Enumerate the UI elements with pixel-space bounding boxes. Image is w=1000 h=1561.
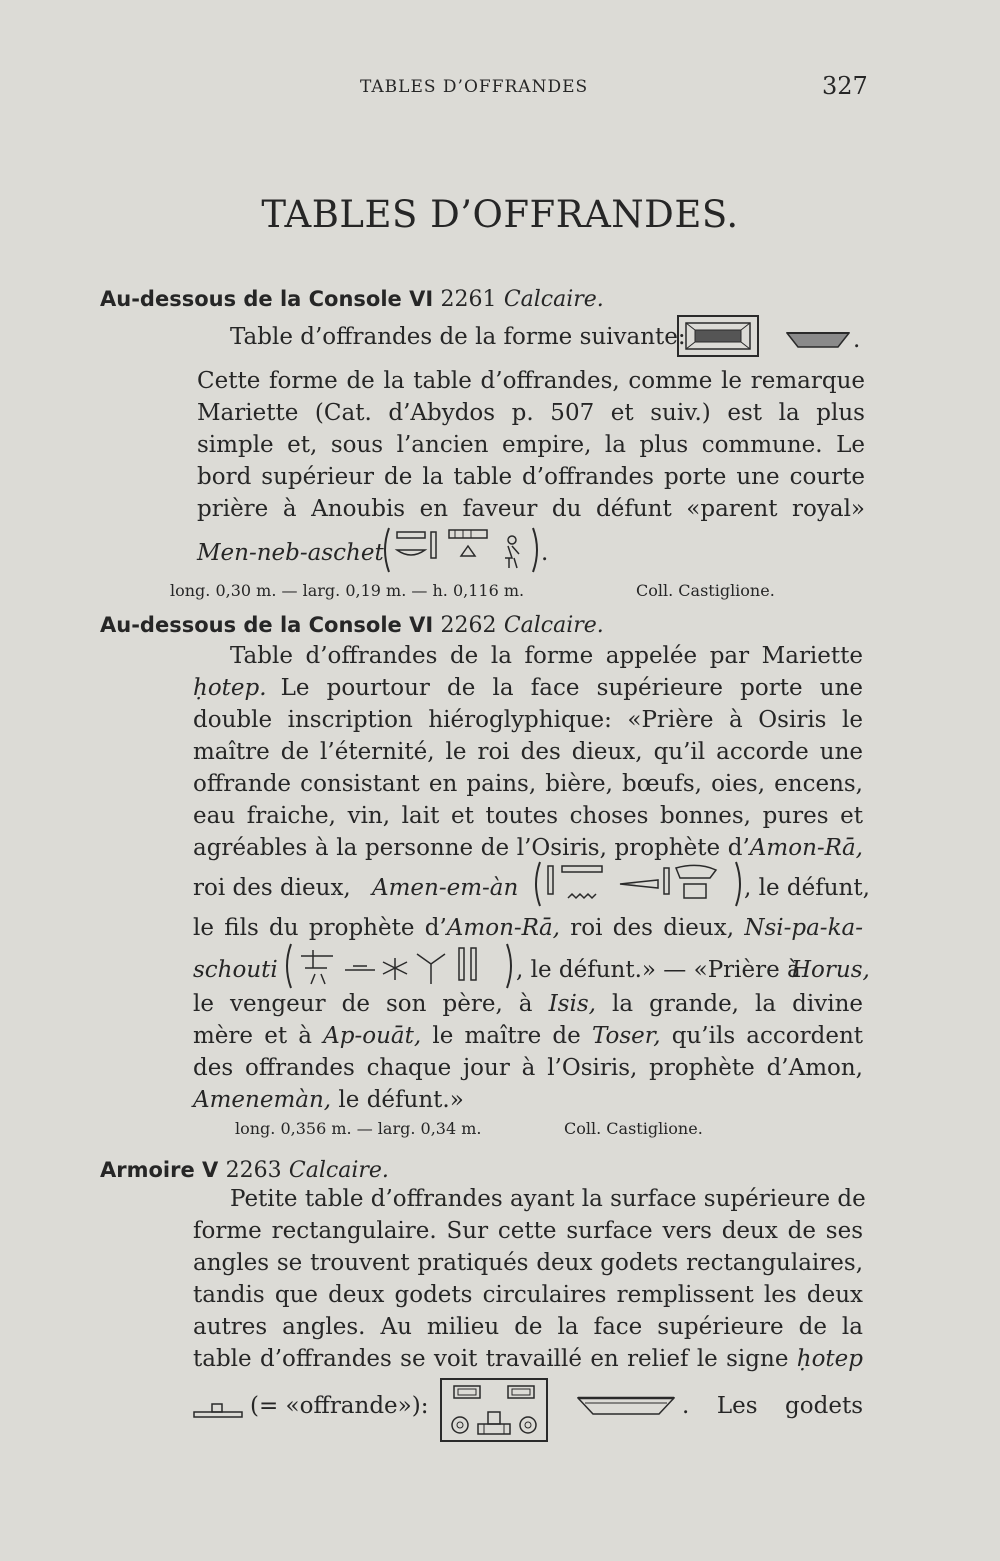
paragraph-line: table d’offrandes se voit travaillé en relief le signe ḥotep (193, 1346, 864, 1372)
deceased-name: Men-neb-aschet (197, 540, 384, 566)
entry-collection: Coll. Castiglione. (636, 581, 775, 600)
entry-location: Au-dessous de la Console VI (100, 613, 434, 637)
paragraph-line: tandis que deux godets circulaires remplissent les deux (193, 1282, 863, 1308)
paragraph-line: simple et, sous l’ancien empire, la plus commune. Le (197, 432, 865, 458)
offering-table-section-figure (577, 1393, 675, 1419)
paragraph-line: angles se trouvent pratiqués deux godets rectangulaires, (193, 1250, 863, 1276)
paragraph-line: des offrandes chaque jour à l’Osiris, prophète d’Amon, (193, 1055, 863, 1081)
paragraph-line: autres angles. Au milieu de la face supérieure de la (193, 1314, 863, 1340)
hieroglyph-cartouche-figure (381, 524, 541, 576)
deceased-name: Amen-em-àn (372, 875, 519, 901)
entry-dimensions: long. 0,356 m. — larg. 0,34 m. (235, 1119, 482, 1138)
entry-number: 2263 (225, 1158, 282, 1183)
hotep-sign-figure (190, 1400, 246, 1420)
paragraph-line: prière à Anoubis en faveur du défunt «parent royal» (197, 496, 865, 522)
paragraph-line: Cette forme de la table d’offrandes, comme le remarque (197, 368, 865, 394)
paragraph-line: maître de l’éternité, le roi des dieux, qu’il accorde une (193, 739, 863, 765)
entry-heading-2261 (100, 287, 604, 312)
book-page: TABLES D’OFFRANDES 327 TABLES D’OFFRANDES. Au-dessous de la Console VI 2261 Calcaire. Table d’offrandes de la forme suivante: . Cette forme de la table d’offrandes, comme le remarque Mariette (Cat. d’Abydos p. 507 et suiv.) est la plus simple et, sous l’ancien empire, la plus commune. Le bord supérieur de la table d’offrandes porte une courte prière à Anoubis en faveur du défunt «parent royal» Men-neb-aschet . long. 0,30 m. — larg. 0,19 m. — h. 0,116 m. Coll. Castiglione. Au-dessous de la Console VI 2262 Calcaire. Table d’offrandes de la forme appelée par Mariette ḥotep. Le pourtour de la face supérieure porte une double inscription hiéroglyphique: «Prière à Osiris le maître de l’éternité, le roi des dieux, qu’il accorde une offrande consistant en pains, bière, bœufs, oies, encens, eau fraiche, vin, lait et toutes choses bonnes, pures et agréables à la personne de l’Osiris, prophète d’Amon-Rā, roi des dieux, Amen-em-àn , le défunt, le fils du prophète d’Amon-Rā, roi des dieux, Nsi-pa-ka- schouti , le défunt.» — «Prière à Horus, le vengeur de son père, à Isis, la grande, la divine mère et à Ap-ouāt, le maître de Toser, qu’ils accordent des offrandes chaque jour à l’Osiris, prophète d’Amon, Amenemàn, le défunt.» long. 0,356 m. — larg. 0,34 m. Coll. Castiglione. Armoire V 2263 Calcaire. Petite table d’offrandes ayant la surface supérieure de forme rectangulaire. Sur cette surface vers deux de ses angles se trouvent pratiqués deux godets rectangulaires, tandis que deux godets circulaires remplissent les deux autres angles. Au milieu de la face supérieure de la table d’offrandes se voit travaillé en relief le signe ḥotep (= «offrande»): . Les godets (0, 0, 1000, 1561)
paragraph-line: offrande consistant en pains, bière, bœufs, oies, encens, (193, 771, 863, 797)
entry-material: Calcaire. (288, 1158, 389, 1183)
paragraph-line: . Les godets (682, 1393, 863, 1419)
page-title: TABLES D’OFFRANDES. (261, 193, 739, 236)
entry-location: Au-dessous de la Console VI (100, 287, 434, 311)
paragraph-line: mère et à Ap-ouāt, le maître de Toser, qu’ils accordent (193, 1023, 864, 1049)
paragraph-line: le fils du prophète d’Amon-Rā, roi des dieux, Nsi-pa-ka- (193, 915, 863, 941)
entry-collection: Coll. Castiglione. (564, 1119, 703, 1138)
entry-heading-2262 (100, 613, 604, 638)
paragraph-line: agréables à la personne de l’Osiris, prophète d’Amon-Rā, (193, 835, 863, 861)
paragraph-line: Petite table d’offrandes ayant la surface supérieure de (230, 1186, 866, 1212)
page-number: 327 (822, 72, 868, 100)
entry-heading-2263 (100, 1158, 389, 1183)
entry-material: Calcaire. (503, 613, 604, 638)
entry-intro: Table d’offrandes de la forme suivante: (230, 324, 686, 350)
offering-table-plan-figure (677, 315, 759, 357)
hieroglyph-cartouche-figure (283, 940, 515, 992)
hieroglyph-cartouche-figure (532, 858, 744, 910)
running-title: TABLES D’OFFRANDES (360, 77, 589, 97)
deceased-name: schouti (193, 957, 278, 983)
paragraph-line: double inscription hiéroglyphique: «Prière à Osiris le (193, 707, 863, 733)
paragraph-line: forme rectangulaire. Sur cette surface vers deux de ses (193, 1218, 863, 1244)
entry-dimensions: long. 0,30 m. — larg. 0,19 m. — h. 0,116 m. (170, 581, 525, 600)
paragraph-line: le vengeur de son père, à Isis, la grande, la divine (193, 991, 863, 1017)
paragraph-line: roi des dieux, (193, 875, 351, 901)
entry-material: Calcaire. (503, 287, 604, 312)
paragraph-line: bord supérieur de la table d’offrandes porte une courte (197, 464, 865, 490)
paragraph-line: Mariette (Cat. d’Abydos p. 507 et suiv.) est la plus (197, 400, 865, 426)
offering-table-plan-figure (440, 1378, 548, 1442)
entry-number: 2261 (440, 287, 497, 312)
paragraph-line: Amenemàn, le défunt.» (193, 1087, 464, 1113)
paragraph-line: eau fraiche, vin, lait et toutes choses bonnes, pures et (193, 803, 863, 829)
entry-location: Armoire V (100, 1158, 219, 1182)
paragraph-line: ḥotep. Le pourtour de la face supérieure porte une (193, 675, 863, 701)
entry-number: 2262 (440, 613, 497, 638)
paragraph-line: (= «offrande»): (250, 1393, 429, 1419)
offering-table-section-figure (786, 329, 850, 351)
paragraph-line: Table d’offrandes de la forme appelée par Mariette (230, 643, 863, 669)
